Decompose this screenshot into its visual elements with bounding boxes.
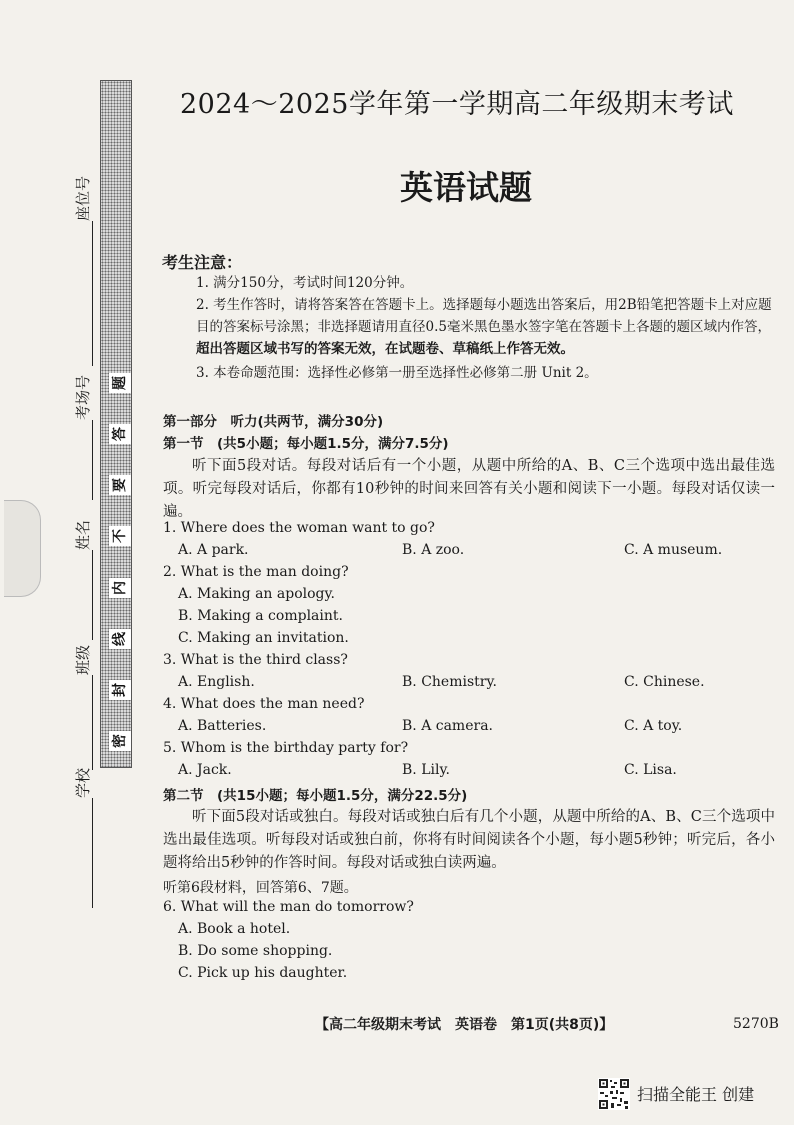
option-6b[interactable]: B. Do some shopping. [178, 943, 333, 959]
notice-heading: 考生注意： [162, 253, 243, 272]
field-label: 学校 [74, 767, 92, 798]
material-note: 听第6段材料，回答第6、7题。 [163, 880, 358, 896]
field-label: 班级 [74, 644, 92, 675]
page-footer: 【高二年级期末考试 英语卷 第1页(共8页)】 [315, 1017, 614, 1033]
section2-instructions: 听下面5段对话或独白。每段对话或独白后有几个小题，从题中所给的A、B、C三个选项中选出最佳选项。听每段对话或独白前，你将有时间阅读各个小题，每小题5秒钟；听完后，各小题将给出5秒钟的作答时间。每段对话或独白读两遍。 [163, 809, 775, 871]
seal-char: 密 [109, 731, 131, 751]
paper-code: 5270B [733, 1016, 779, 1032]
part1-heading: 第一部分 听力(共两节，满分30分) [163, 414, 384, 430]
section2-heading: 第二节 (共15小题；每小题1.5分，满分22.5分) [163, 788, 468, 804]
option-5a[interactable]: A. Jack. [178, 762, 232, 778]
notice-item-2 [196, 294, 774, 360]
class-field[interactable] [72, 645, 93, 770]
option-2a[interactable]: A. Making an apology. [178, 586, 336, 602]
section1-heading: 第一节 (共5小题；每小题1.5分，满分7.5分) [163, 436, 449, 452]
question-3: 3. What is the third class? [163, 652, 348, 668]
seal-char: 内 [109, 578, 131, 598]
option-1a[interactable]: A. A park. [178, 542, 249, 558]
seal-line-text [110, 372, 130, 752]
field-label: 座位号 [74, 175, 92, 221]
qr-code-icon [598, 1078, 630, 1110]
scanner-watermark: 扫描全能王 创建 [637, 1085, 755, 1104]
option-2b[interactable]: B. Making a complaint. [178, 608, 343, 624]
question-5: 5. Whom is the birthday party for? [163, 740, 409, 756]
seat-number-field[interactable] [72, 176, 93, 366]
seal-char: 要 [109, 475, 131, 495]
seal-char: 题 [109, 373, 131, 393]
question-2: 2. What is the man doing? [163, 564, 349, 580]
question-4: 4. What does the man need? [163, 696, 365, 712]
option-3a[interactable]: A. English. [178, 674, 255, 690]
school-field[interactable] [72, 768, 93, 908]
question-6: 6. What will the man do tomorrow? [163, 899, 414, 915]
room-number-field[interactable] [72, 375, 93, 500]
option-2c[interactable]: C. Making an invitation. [178, 630, 349, 646]
option-3c[interactable]: C. Chinese. [624, 674, 705, 690]
option-6c[interactable]: C. Pick up his daughter. [178, 965, 348, 981]
exam-title: 2024～2025学年第一学期高二年级期末考试 [180, 89, 734, 120]
option-4b[interactable]: B. A camera. [402, 718, 493, 734]
field-label: 考场号 [74, 374, 92, 420]
option-5c[interactable]: C. Lisa. [624, 762, 677, 778]
name-field[interactable] [72, 520, 93, 640]
seal-char: 线 [109, 629, 131, 649]
option-5b[interactable]: B. Lily. [402, 762, 450, 778]
section1-instructions: 听下面5段对话。每段对话后有一个小题，从题中所给的A、B、C三个选项中选出最佳选项。听完每段对话后，你都有10秒钟的时间来回答有关小题和阅读下一小题。每段对话仅读一遍。 [163, 458, 775, 520]
seal-char: 不 [109, 526, 131, 546]
option-6a[interactable]: A. Book a hotel. [178, 921, 291, 937]
seal-char: 封 [109, 680, 131, 700]
option-1b[interactable]: B. A zoo. [402, 542, 465, 558]
page-notch [4, 500, 41, 597]
question-1: 1. Where does the woman want to go? [163, 520, 435, 536]
notice-item-1: 1. 满分150分，考试时间120分钟。 [196, 275, 414, 291]
option-3b[interactable]: B. Chemistry. [402, 674, 497, 690]
notice-emphasis: 超出答题区域书写的答案无效，在试题卷、草稿纸上作答无效。 [196, 341, 574, 357]
seal-char: 答 [109, 424, 131, 444]
notice-item-3: 3. 本卷命题范围：选择性必修第一册至选择性必修第二册 Unit 2。 [196, 365, 598, 381]
option-4a[interactable]: A. Batteries. [178, 718, 267, 734]
exam-subtitle: 英语试题 [400, 168, 532, 207]
option-4c[interactable]: C. A toy. [624, 718, 683, 734]
option-1c[interactable]: C. A museum. [624, 542, 723, 558]
field-label: 姓名 [74, 519, 92, 550]
notice-text: 2. 考生作答时，请将答案答在答题卡上。选择题每小题选出答案后，用2B铅笔把答题卡上对应题目的答案标号涂黑；非选择题请用直径0.5毫米黑色墨水签字笔在答题卡上各题的题区域内作答， [196, 297, 772, 335]
